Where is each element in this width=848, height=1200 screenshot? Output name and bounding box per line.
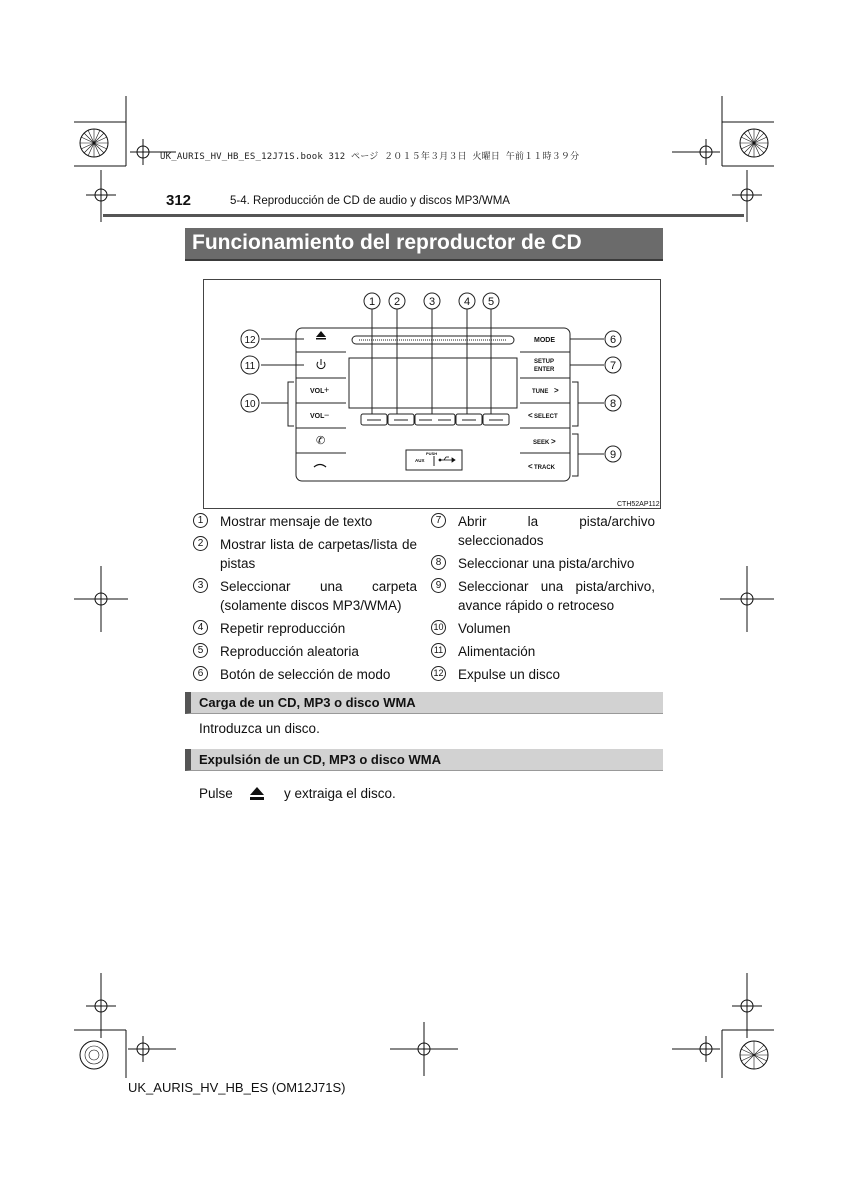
legend-text: Reproducción aleatoria <box>220 644 359 659</box>
callout-11: 11 <box>244 361 256 372</box>
legend-item <box>431 554 655 573</box>
svg-text:<: < <box>528 411 533 420</box>
legend-item <box>193 512 417 531</box>
callout-1: 1 <box>368 296 376 308</box>
usb-icon <box>439 457 455 462</box>
legend-number: 10 <box>431 620 446 635</box>
footer: UK_AURIS_HV_HB_ES (OM12J71S) <box>128 1080 346 1095</box>
aux-label: AUX <box>415 458 425 463</box>
section-title: 5-4. Reproducción de CD de audio y discos MP3/WMA <box>230 195 510 207</box>
callout-12: 12 <box>244 335 256 346</box>
legend-text: Alimentación <box>458 644 536 659</box>
legend-item <box>193 619 417 638</box>
select-label: SELECT <box>534 414 558 420</box>
eject-instruction-before: Pulse <box>199 786 233 801</box>
legend-left <box>193 512 417 688</box>
legend-item <box>431 642 655 661</box>
phone-hangup-icon <box>314 465 326 468</box>
legend-number: 2 <box>193 536 208 551</box>
main-title: Funcionamiento del reproductor de CD <box>192 231 582 254</box>
legend-text: Mostrar mensaje de texto <box>220 514 373 529</box>
svg-text:>: > <box>551 437 556 446</box>
track-label: TRACK <box>534 465 555 471</box>
title-bar <box>185 228 663 261</box>
setup-label: SETUP <box>534 359 555 365</box>
legend-text: Seleccionar una pista/archivo <box>458 556 635 571</box>
section-heading-load <box>185 692 663 714</box>
legend-item <box>193 642 417 661</box>
callout-9: 9 <box>609 449 617 461</box>
eject-instruction-after: y extraiga el disco. <box>284 786 396 801</box>
vol-up-label: VOL <box>310 388 325 395</box>
legend-text: Seleccionar una carpeta (solamente discos MP3/WMA) <box>220 579 417 613</box>
callout-8: 8 <box>609 398 617 410</box>
legend-number: 1 <box>193 513 208 528</box>
legend-item <box>193 665 417 684</box>
legend-number: 7 <box>431 513 446 528</box>
seek-label: SEEK <box>533 440 550 446</box>
legend-number: 3 <box>193 578 208 593</box>
load-instruction: Introduzca un disco. <box>199 721 320 736</box>
section-heading-eject <box>185 749 663 771</box>
legend-number: 11 <box>431 643 446 658</box>
vol-down-label: VOL <box>310 413 325 420</box>
legend-item <box>431 512 655 550</box>
svg-text:+: + <box>324 385 330 395</box>
legend-item <box>431 577 655 615</box>
tune-label: TUNE <box>532 389 549 395</box>
legend-text: Repetir reproducción <box>220 621 346 636</box>
head-unit-outline <box>296 328 570 481</box>
legend-number: 12 <box>431 666 446 681</box>
callout-10: 10 <box>244 399 256 410</box>
figure-code: CTH52AP112 <box>617 501 660 508</box>
callout-3: 3 <box>428 296 436 308</box>
page-number: 312 <box>166 192 192 209</box>
callout-7: 7 <box>609 360 617 372</box>
power-icon <box>317 359 325 369</box>
cd-player-diagram <box>204 280 660 508</box>
legend-item <box>193 577 417 615</box>
push-label: PUSH <box>426 451 438 456</box>
phone-pickup-icon: ✆ <box>316 435 326 447</box>
header-rule <box>103 214 744 217</box>
section-heading-text: Carga de un CD, MP3 o disco WMA <box>199 695 416 710</box>
svg-text:>: > <box>554 386 559 395</box>
callout-5: 5 <box>487 296 495 308</box>
print-header: UK_AURIS_HV_HB_ES_12J71S.book 312 ページ ２０１５年３月３日 火曜日 午前１１時３９分 <box>160 152 580 162</box>
legend-number: 6 <box>193 666 208 681</box>
cd-player-figure <box>203 279 661 509</box>
display-area <box>349 358 517 408</box>
legend-number: 4 <box>193 620 208 635</box>
legend-item <box>431 619 655 638</box>
legend-text: Botón de selección de modo <box>220 667 391 682</box>
legend-text: Volumen <box>458 621 511 636</box>
legend-number: 9 <box>431 578 446 593</box>
svg-text:−: − <box>324 410 330 420</box>
eject-icon <box>249 786 265 802</box>
legend-text: Expulse un disco <box>458 667 561 682</box>
callout-6: 6 <box>609 334 617 346</box>
legend-text: Mostrar lista de carpetas/lista de pistas <box>220 537 417 571</box>
svg-text:<: < <box>528 462 533 471</box>
enter-label: ENTER <box>534 367 555 373</box>
mode-label: MODE <box>534 337 555 344</box>
legend-item <box>193 535 417 573</box>
legend-text: Abrir la pista/archivo seleccionados <box>458 514 655 548</box>
eject-icon <box>316 331 326 337</box>
legend-number: 5 <box>193 643 208 658</box>
callout-2: 2 <box>393 296 401 308</box>
legend-text: Seleccionar una pista/archivo, avance rápido o retroceso <box>458 579 655 613</box>
legend-item <box>431 665 655 684</box>
section-heading-text: Expulsión de un CD, MP3 o disco WMA <box>199 752 441 767</box>
legend-number: 8 <box>431 555 446 570</box>
eject-icon-bar <box>316 338 326 340</box>
callout-4: 4 <box>463 296 471 308</box>
legend-right <box>431 512 655 688</box>
